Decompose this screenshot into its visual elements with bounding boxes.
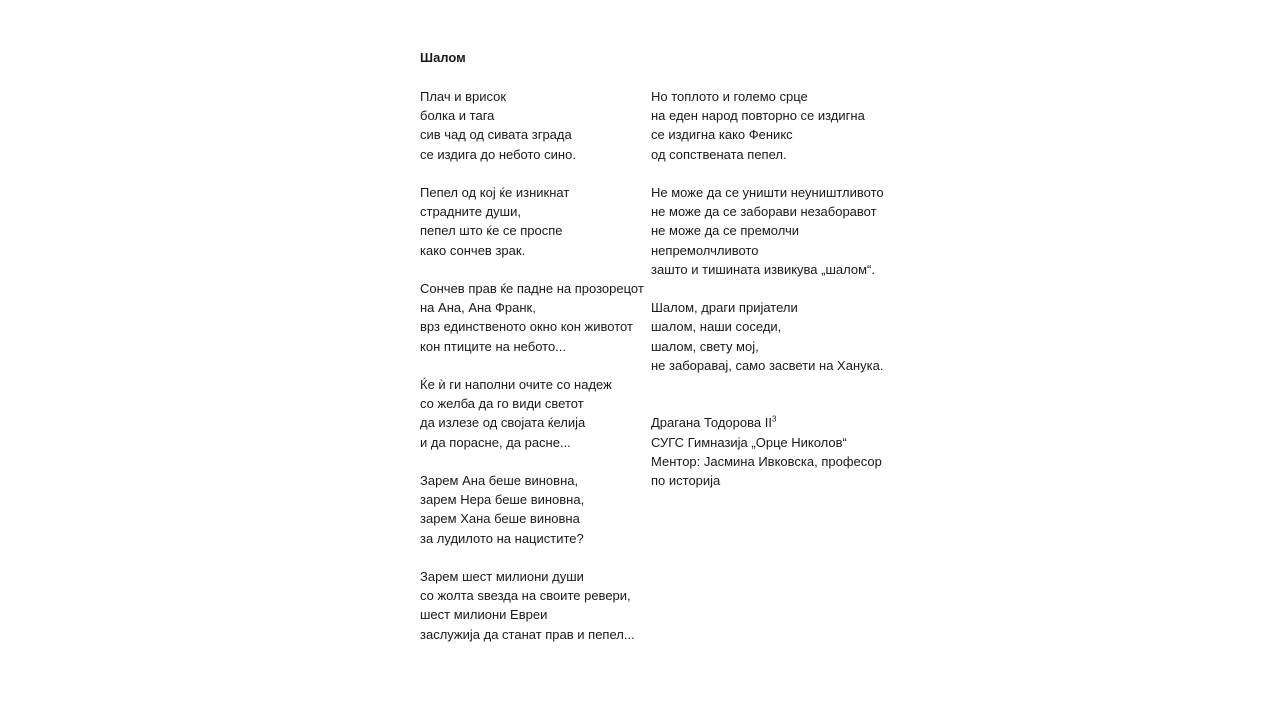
stanza — [420, 471, 645, 548]
right-column — [651, 87, 891, 509]
poem-line: на еден народ повторно се издигна — [651, 108, 865, 124]
poem-line: Плач и врисок — [420, 89, 507, 104]
poem-line: пепел што ќе се проспе — [420, 223, 563, 239]
stanza — [651, 183, 891, 279]
author-superscript: 3 — [771, 415, 777, 425]
poem-line: од сопствената пепел. — [651, 146, 787, 162]
mentor-subject: по историја — [651, 473, 721, 489]
school-name: СУГС Гимназија „Орце Николов“ — [651, 434, 847, 450]
poem-line: Ќе ѝ ги наполни очите со надеж — [420, 377, 612, 392]
poem-line: шест милиони Евреи — [420, 607, 548, 623]
poem-line: Не може да се уништи неуништливото — [651, 185, 884, 200]
stanza — [651, 298, 891, 375]
author-signature — [651, 413, 891, 490]
poem-line: со желба да го види светот — [420, 396, 584, 412]
poem-line: зашто и тишината извикува „шалом“. — [651, 261, 875, 277]
poem-line: на Ана, Ана Франк, — [420, 300, 536, 316]
stanza — [420, 375, 645, 452]
poem-line: шалом, наши соседи, — [651, 319, 782, 335]
poem-title: Шалом — [420, 50, 466, 65]
poem-line: се издигна како Феникс — [651, 127, 793, 143]
poem-line: врз единственото окно кон животот — [420, 319, 633, 335]
poem-line: зарем Хана беше виновна — [420, 511, 580, 527]
poem-line: за лудилото на нацистите? — [420, 530, 584, 546]
poem-line: страдните души, — [420, 204, 521, 220]
stanza — [420, 279, 645, 356]
poem-line: се издига до небото сино. — [420, 146, 576, 162]
stanza — [420, 567, 645, 644]
poem-line: шалом, свету мој, — [651, 338, 759, 354]
poem-line: зарем Нера беше виновна, — [420, 492, 585, 508]
author-name — [651, 413, 891, 432]
poem-line: непремолчливото — [651, 242, 759, 258]
poem-line: Но топлото и големо срце — [651, 89, 808, 104]
poem-line: Пепел од кој ќе изникнат — [420, 185, 570, 200]
poem-line: Зарем Ана беше виновна, — [420, 473, 579, 488]
mentor-name: Ментор: Јасмина Ивковска, професор — [651, 453, 882, 469]
poem-line: Шалом, драги пријатели — [651, 300, 798, 316]
left-column — [420, 87, 645, 663]
poem-line: не може да се заборави незаборавот — [651, 204, 877, 220]
author-name-text: Драгана Тодорова II — [651, 415, 772, 431]
poem-line: не може да се премолчи — [651, 223, 800, 239]
poem-line: заслужија да станат прав и пепел... — [420, 626, 635, 642]
poem-line: Зарем шест милиони души — [420, 569, 584, 584]
poem-line: како сончев зрак. — [420, 242, 526, 258]
poem-line: и да порасне, да расне... — [420, 434, 571, 450]
poem-line: болка и тага — [420, 108, 495, 124]
poem-line: не заборавај, само засвети на Ханука. — [651, 357, 884, 373]
poem-line: кон птиците на небото... — [420, 338, 567, 354]
poem-line: со жолта ѕвезда на своите ревери, — [420, 588, 631, 604]
stanza — [420, 183, 645, 260]
stanza — [651, 87, 891, 164]
poem-line: Сончев прав ќе падне на прозорецот — [420, 281, 644, 296]
poem-line: да излезе од својата ќелија — [420, 415, 586, 431]
poem-line: сив чад од сивата зграда — [420, 127, 572, 143]
stanza — [420, 87, 645, 164]
